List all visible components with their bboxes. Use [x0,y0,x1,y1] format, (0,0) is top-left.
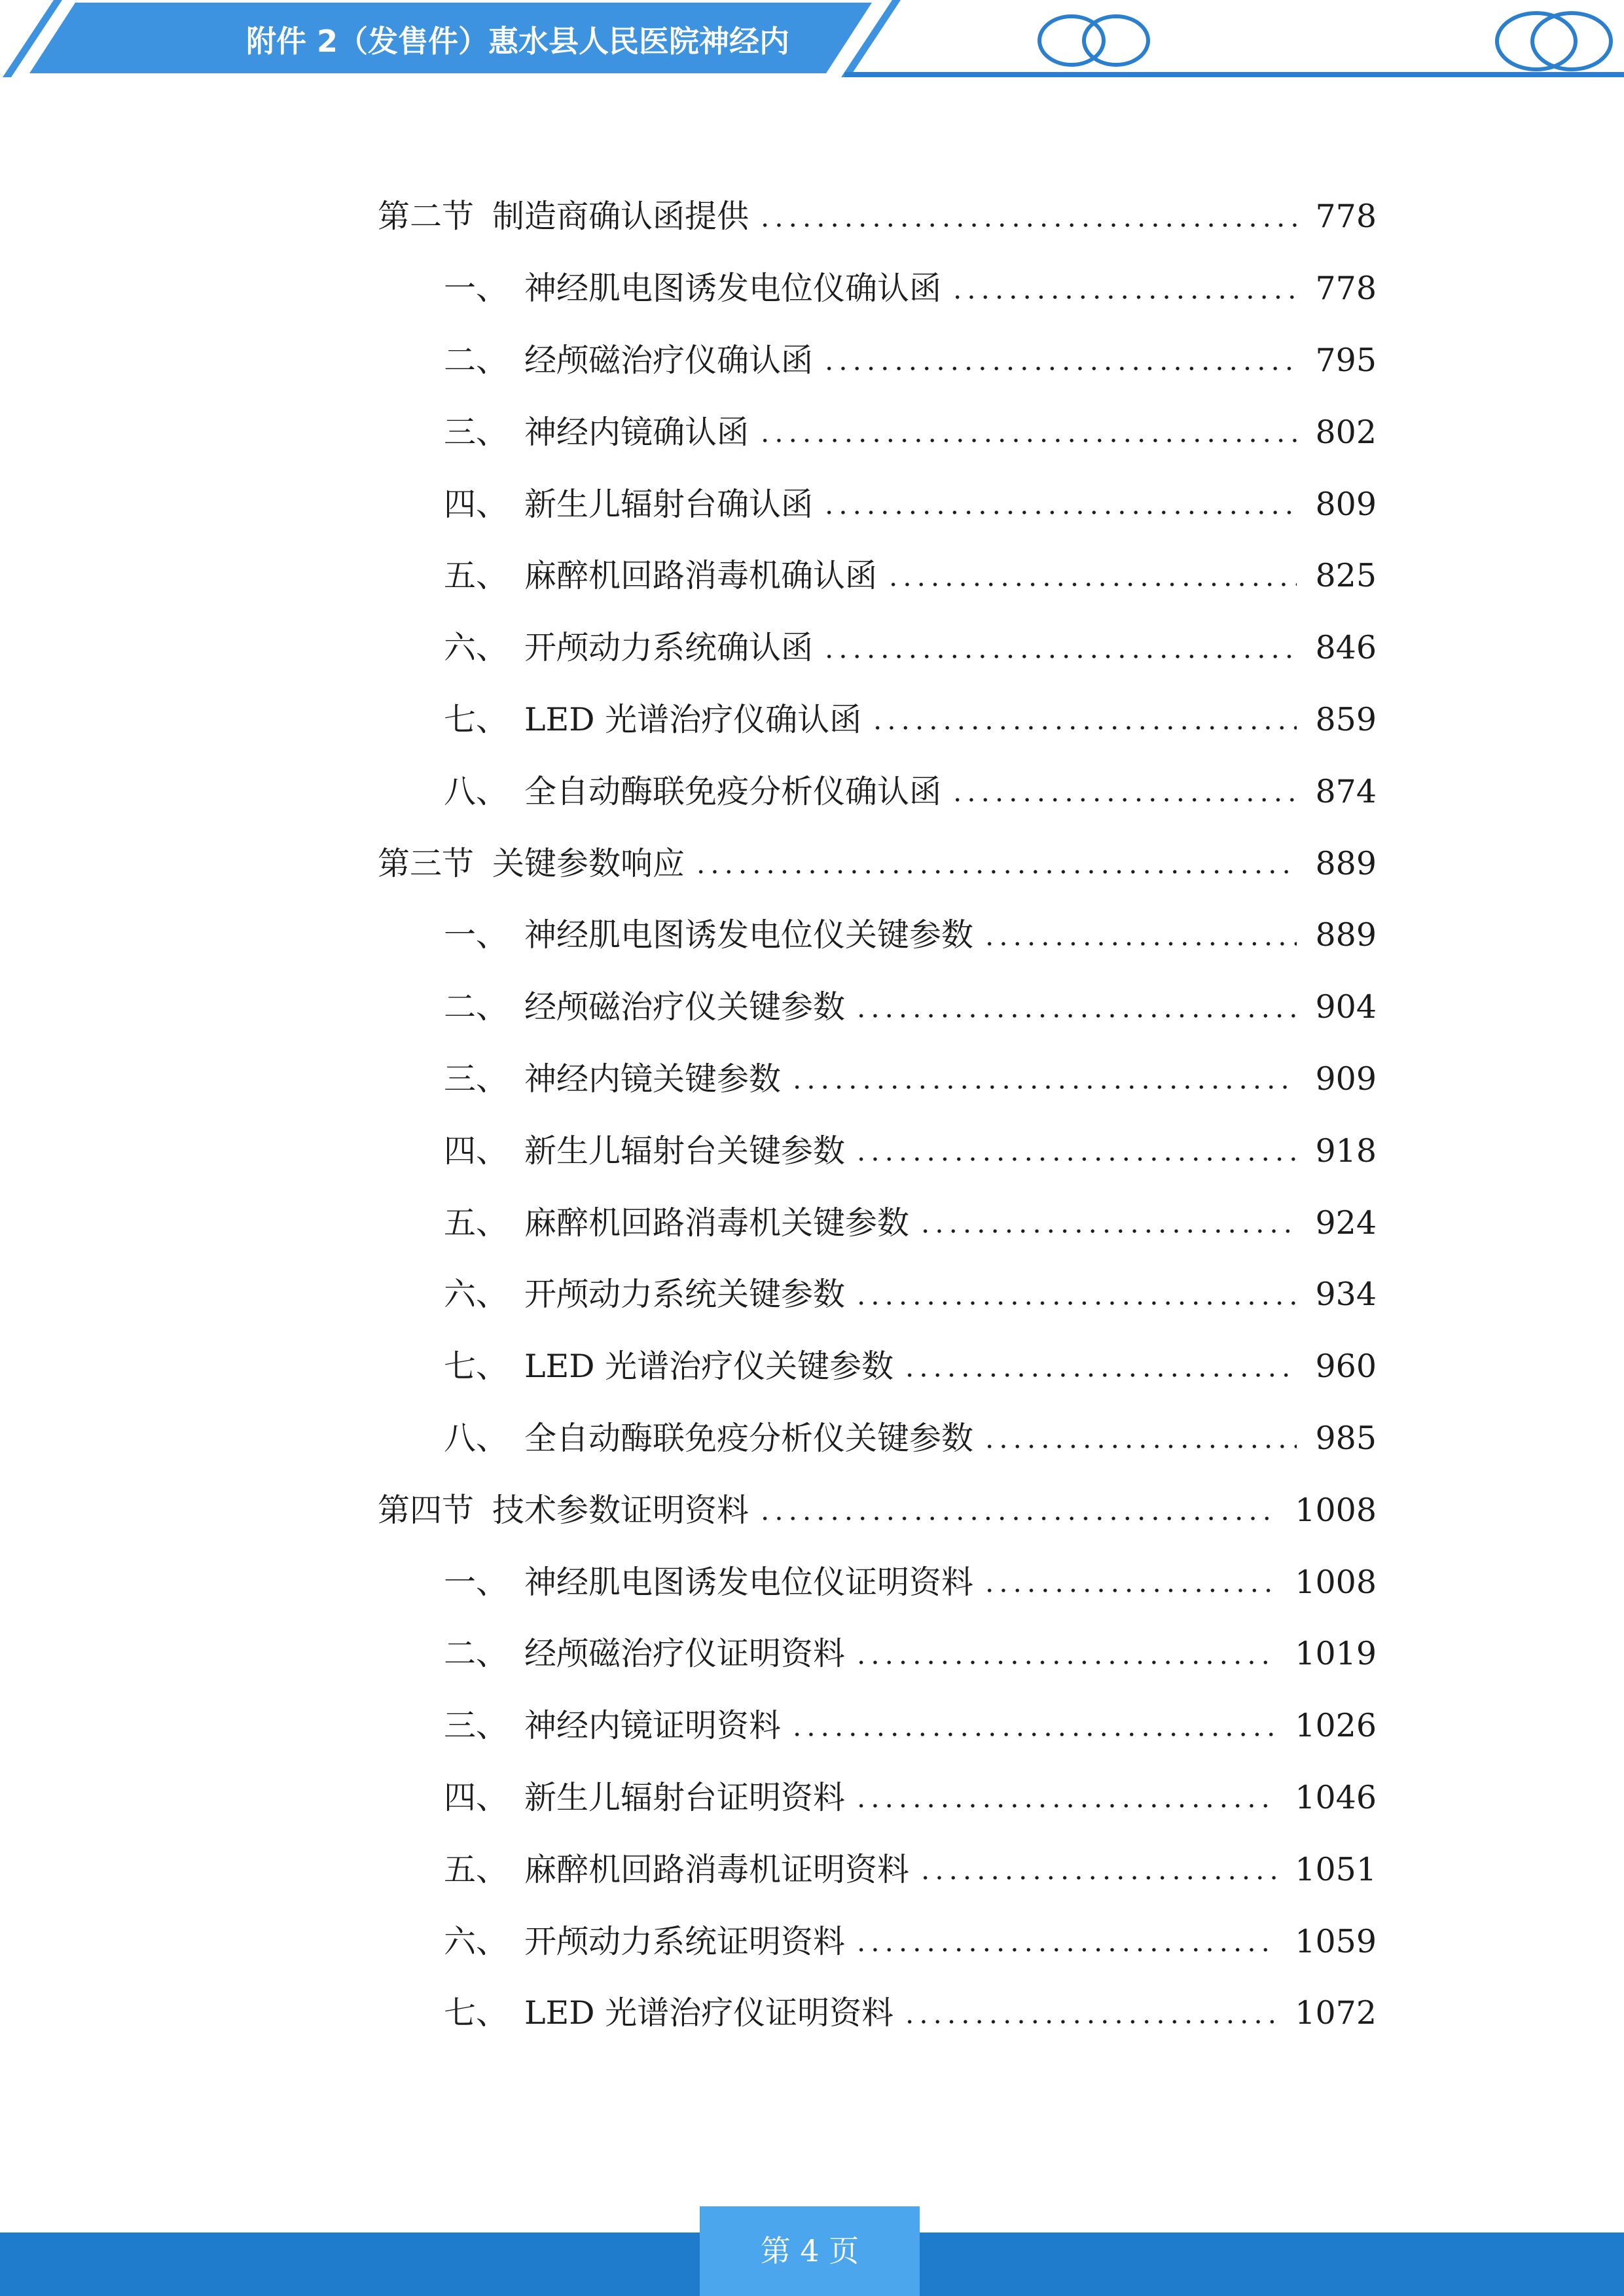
toc-item-number: 三、 [444,1707,509,1745]
toc-page-number: 809 [1315,485,1377,523]
dot-leader [758,1474,1276,1546]
toc-item-entry[interactable] [378,540,1377,612]
header-rule [844,72,1624,77]
toc-item-title: 神经内镜证明资料 [524,1707,782,1745]
toc-page-number: 778 [1315,198,1377,236]
dot-leader [694,827,1297,899]
toc-page-number: 1026 [1295,1707,1377,1745]
dot-leader [983,1546,1276,1618]
toc-item-number: 六、 [444,1276,509,1314]
toc-item-title: 全自动酶联免疫分析仪确认函 [524,772,942,810]
center-logo-icon [1039,16,1148,65]
toc-item-title: 开颅动力系统确认函 [524,629,814,667]
toc-item-number: 七、 [444,1994,509,2032]
toc-item-title: 新生儿辐射台关键参数 [524,1132,846,1170]
dot-leader [983,899,1297,971]
toc-item-title: LED 光谱治疗仪关键参数 [524,1348,894,1386]
toc-item-entry[interactable] [378,755,1377,827]
toc-item-title: 神经内镜确认函 [524,413,749,451]
header-banner [0,0,1624,85]
toc-item-entry[interactable] [378,1331,1377,1403]
dot-leader [918,1833,1276,1905]
toc-item-number: 四、 [444,485,509,523]
toc-page-number: 802 [1315,413,1377,451]
dot-leader [854,1115,1297,1187]
toc-item-number: 六、 [444,629,509,667]
toc-page-number: 1059 [1295,1922,1377,1960]
toc-item-entry[interactable] [378,1905,1377,1977]
toc-item-title: 麻醉机回路消毒机确认函 [524,557,878,595]
toc-item-number: 七、 [444,700,509,738]
toc-item-entry[interactable] [378,612,1377,684]
toc-section-entry[interactable] [378,181,1377,253]
toc-item-entry[interactable] [378,253,1377,325]
toc-item-number: 一、 [444,1563,509,1601]
toc-item-entry[interactable] [378,684,1377,756]
toc-page-number: 918 [1315,1132,1377,1170]
dot-leader [903,1331,1297,1403]
toc-item-number: 三、 [444,1060,509,1098]
toc-item-title: LED 光谱治疗仪确认函 [524,700,862,738]
toc-item-title: 新生儿辐射台证明资料 [524,1778,846,1816]
dot-leader [950,755,1297,827]
toc-page-number: 1051 [1295,1850,1377,1888]
toc-item-number: 五、 [444,557,509,595]
toc-item-number: 八、 [444,1419,509,1457]
toc-page-number: 859 [1315,700,1377,738]
dot-leader [790,1690,1276,1762]
toc-page-number: 1008 [1295,1563,1377,1601]
dot-leader [950,253,1297,325]
toc-item-number: 三、 [444,413,509,451]
toc-item-title: 神经肌电图诱发电位仪关键参数 [524,916,974,954]
toc-item-number: 一、 [444,916,509,954]
toc-item-title: 新生儿辐射台确认函 [524,485,814,523]
corner-logo-icon [1497,13,1611,69]
toc-item-entry[interactable] [378,1043,1377,1115]
dot-leader [822,468,1297,540]
dot-leader [758,181,1297,253]
toc-page-number: 889 [1315,844,1377,882]
toc-page-number: 1046 [1295,1778,1377,1816]
toc-item-entry[interactable] [378,1690,1377,1762]
dot-leader [918,1187,1297,1259]
corner-logo-ring-left [1497,13,1576,69]
toc-item-title: 经颅磁治疗仪证明资料 [524,1635,846,1673]
toc-page-number: 846 [1315,629,1377,667]
corner-logo-ring-right [1532,13,1611,69]
toc-item-title: 神经肌电图诱发电位仪证明资料 [524,1563,974,1601]
toc-section-title: 制造商确认函提供 [492,198,749,236]
toc-page-number: 795 [1315,341,1377,379]
dot-leader [790,1043,1297,1115]
toc-page-number: 904 [1315,988,1377,1026]
toc-item-entry[interactable] [378,1259,1377,1331]
toc-page-number: 985 [1315,1419,1377,1457]
toc-item-number: 二、 [444,341,509,379]
toc-item-entry[interactable] [378,396,1377,468]
toc-page-number: 1008 [1295,1491,1377,1529]
toc-item-number: 五、 [444,1204,509,1242]
dot-leader [903,1977,1276,2049]
page-number-label: 第 4 页 [760,2233,859,2269]
toc-item-number: 七、 [444,1348,509,1386]
toc-item-entry[interactable] [378,899,1377,971]
toc-item-title: LED 光谱治疗仪证明资料 [524,1994,894,2032]
toc-item-entry[interactable] [378,1977,1377,2049]
dot-leader [983,1403,1297,1475]
toc-item-number: 一、 [444,270,509,308]
dot-leader [854,1259,1297,1331]
toc-item-entry[interactable] [378,1762,1377,1834]
toc-item-entry[interactable] [378,1403,1377,1475]
toc-item-number: 二、 [444,988,509,1026]
toc-section-number: 第二节 [378,198,475,236]
toc-item-number: 四、 [444,1132,509,1170]
toc-section-number: 第三节 [378,844,475,882]
toc-item-entry[interactable] [378,1546,1377,1618]
toc-item-entry[interactable] [378,971,1377,1043]
toc-item-number: 二、 [444,1635,509,1673]
toc-item-title: 经颅磁治疗仪确认函 [524,341,814,379]
toc-page-number: 934 [1315,1276,1377,1314]
table-of-contents [378,181,1377,2049]
toc-item-title: 神经内镜关键参数 [524,1060,782,1098]
dot-leader [854,971,1297,1043]
toc-item-number: 四、 [444,1778,509,1816]
toc-page-number: 778 [1315,270,1377,308]
toc-item-entry[interactable] [378,1115,1377,1187]
toc-page-number: 909 [1315,1060,1377,1098]
toc-item-entry[interactable] [378,1187,1377,1259]
toc-page-number: 1019 [1295,1635,1377,1673]
toc-item-entry[interactable] [378,468,1377,540]
dot-leader [854,1762,1276,1834]
header-title: 附件 2（发售件）惠水县人民医院神经内 [246,24,790,59]
toc-item-title: 全自动酶联免疫分析仪关键参数 [524,1419,974,1457]
dot-leader [871,684,1297,756]
toc-section-title: 关键参数响应 [492,844,685,882]
toc-section-entry[interactable] [378,1474,1377,1546]
toc-section-number: 第四节 [378,1491,475,1529]
toc-section-title: 技术参数证明资料 [492,1491,749,1529]
toc-item-entry[interactable] [378,1618,1377,1690]
dot-leader [822,612,1297,684]
toc-item-number: 五、 [444,1850,509,1888]
toc-page-number: 924 [1315,1204,1377,1242]
dot-leader [854,1618,1276,1690]
toc-item-title: 开颅动力系统证明资料 [524,1922,846,1960]
dot-leader [758,396,1297,468]
toc-page-number: 1072 [1295,1994,1377,2032]
dot-leader [886,540,1297,612]
toc-item-number: 八、 [444,772,509,810]
toc-item-entry[interactable] [378,1833,1377,1905]
center-logo-ring-right [1084,16,1148,65]
toc-item-entry[interactable] [378,325,1377,397]
toc-page-number: 960 [1315,1348,1377,1386]
toc-item-title: 神经肌电图诱发电位仪确认函 [524,270,942,308]
toc-section-entry[interactable] [378,827,1377,899]
toc-item-number: 六、 [444,1922,509,1960]
toc-item-title: 经颅磁治疗仪关键参数 [524,988,846,1026]
toc-page-number: 889 [1315,916,1377,954]
toc-item-title: 麻醉机回路消毒机关键参数 [524,1204,910,1242]
toc-page-number: 874 [1315,772,1377,810]
dot-leader [854,1905,1276,1977]
toc-item-title: 开颅动力系统关键参数 [524,1276,846,1314]
dot-leader [822,325,1297,397]
toc-item-title: 麻醉机回路消毒机证明资料 [524,1850,910,1888]
toc-page-number: 825 [1315,557,1377,595]
